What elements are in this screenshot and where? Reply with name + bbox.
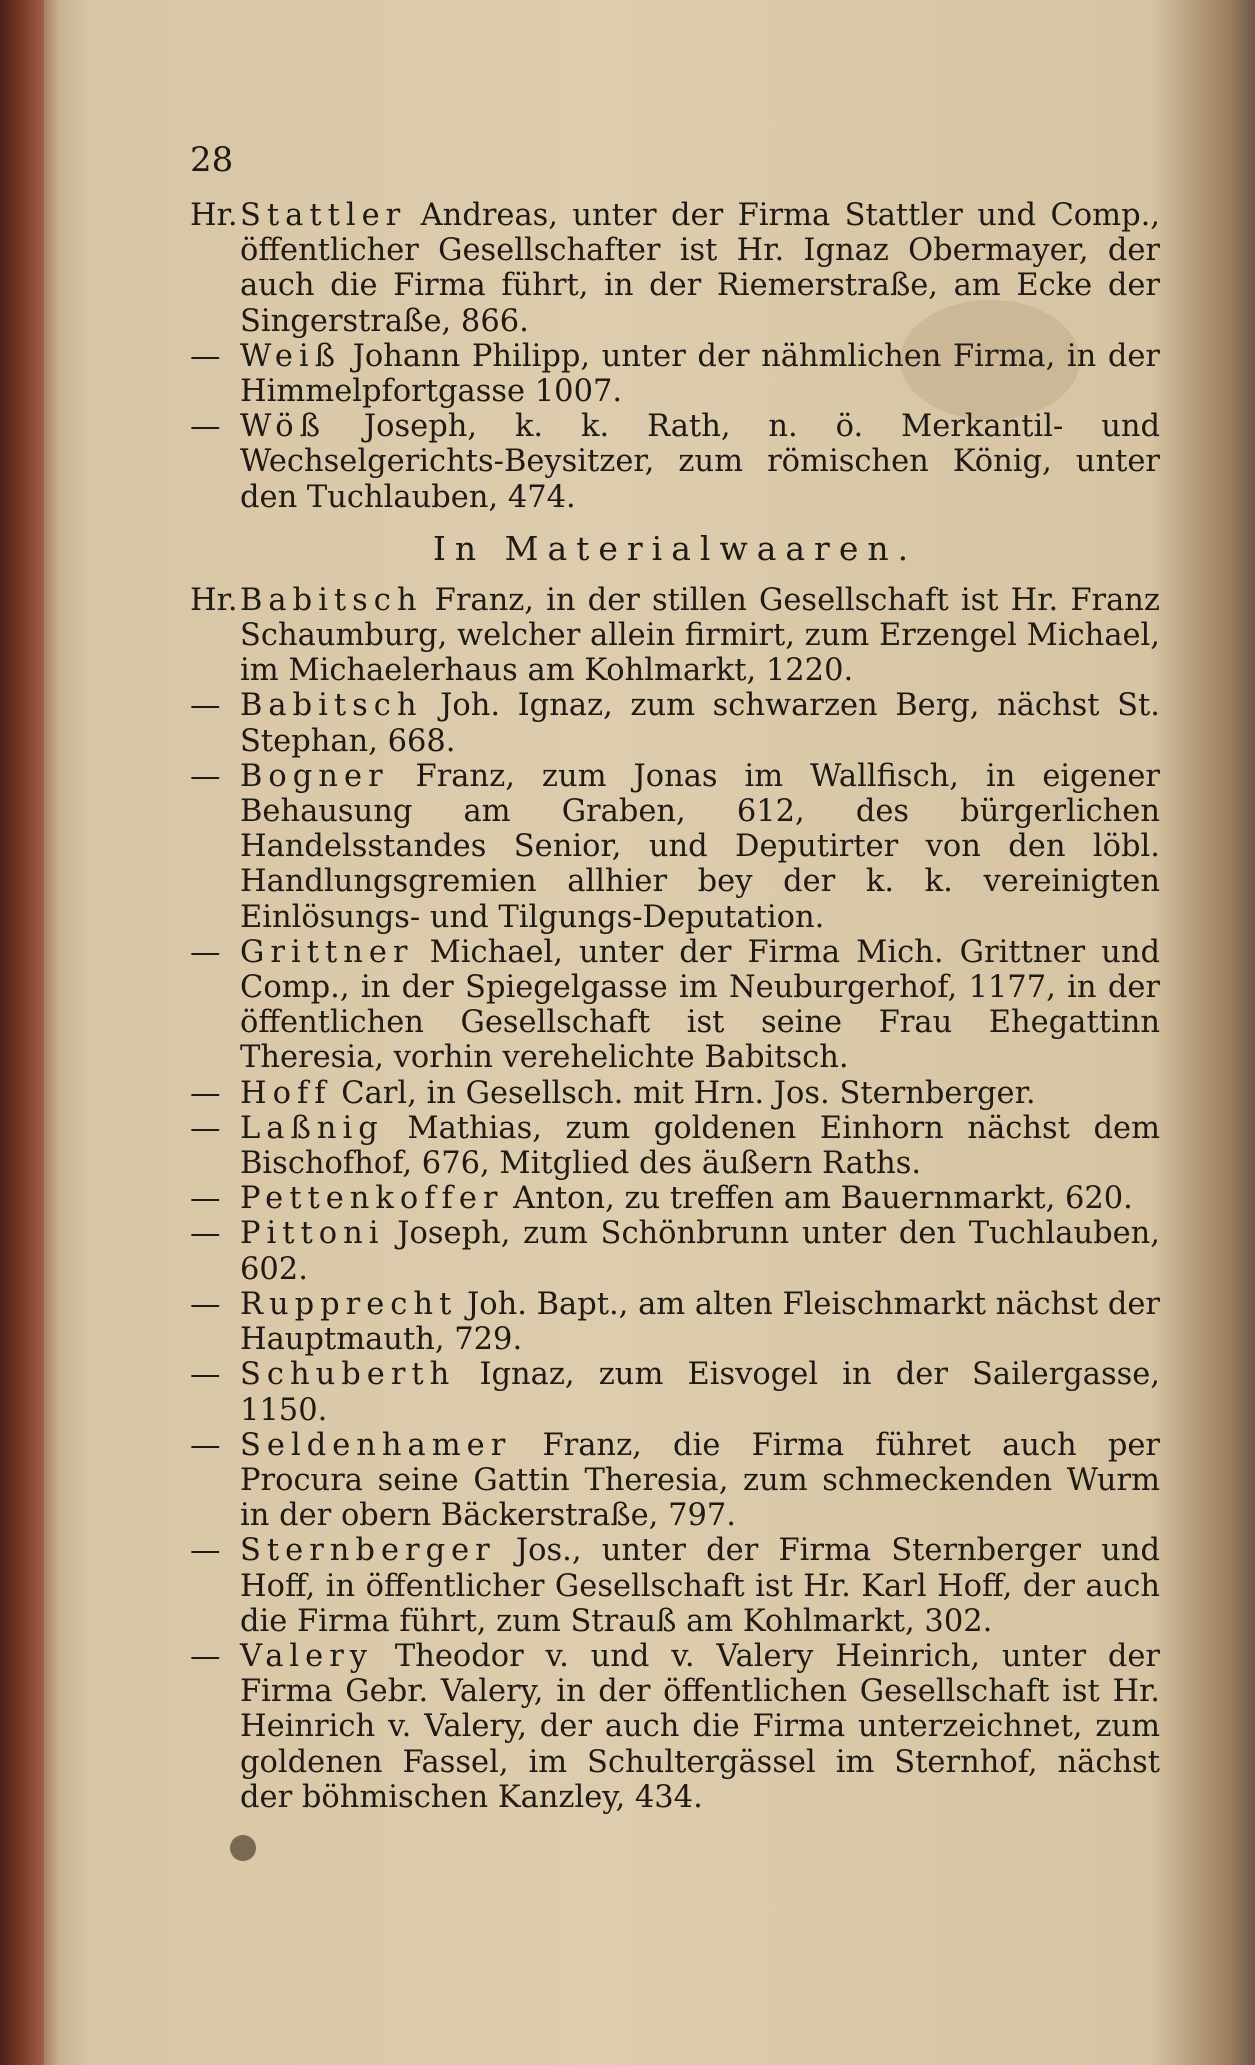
entry-text: Joh. Bapt., am alten Fleischmarkt nächst der Hauptmauth, 729.	[240, 1286, 1160, 1358]
entry-lead: —	[190, 1533, 221, 1569]
entry-name: Grittner	[240, 934, 414, 970]
entries-before-heading	[190, 198, 1160, 515]
directory-entry	[190, 1533, 1160, 1639]
directory-entry	[190, 1181, 1160, 1216]
entry-text: Jos., unter der Firma Sternberger und Hoff, in öffentlicher Gesellschaft ist Hr. Karl Hoff, der auch die Firma führt, zum Strauß am Kohlmarkt, 302.	[240, 1533, 1160, 1639]
entry-text: Franz, die Firma führet auch per Procura seine Gattin Theresia, zum schmeckenden Wurm in der obern Bäckerstraße, 797.	[240, 1427, 1160, 1534]
directory-entry	[190, 1111, 1160, 1181]
directory-entry	[190, 583, 1160, 689]
entry-lead: Hr.	[190, 582, 238, 618]
entry-name: Bogner	[240, 758, 389, 794]
entry-name: Pettenkoffer	[240, 1181, 504, 1217]
entry-text: Ignaz, zum Eisvogel in der Sailergasse, 1150.	[240, 1357, 1160, 1428]
entry-lead: —	[190, 1216, 221, 1252]
entry-name: Valery	[240, 1638, 374, 1674]
entry-text: Franz, zum Jonas im Wallfisch, in eigener Behausung am Graben, 612, des bürgerlichen Handelsstandes Senior, und Deputirter von den löbl. Handlungsgremien allhier bey der k. k. vereinigten Einlösungs- und Tilgungs-Deputation.	[240, 758, 1160, 935]
entry-name: Babitsch	[240, 688, 423, 724]
entry-lead: —	[190, 1181, 221, 1217]
directory-entry	[190, 1076, 1160, 1111]
entry-lead: —	[190, 1075, 221, 1111]
entry-lead: —	[190, 1110, 221, 1146]
entry-name: Rupprecht	[240, 1286, 458, 1322]
entry-text: Carl, in Gesellsch. mit Hrn. Jos. Sternberger.	[331, 1075, 1036, 1111]
entry-name: Stattler	[240, 198, 407, 233]
directory-entry	[190, 1357, 1160, 1427]
entry-name: Babitsch	[240, 582, 423, 618]
entry-lead: —	[190, 338, 221, 374]
entry-lead: —	[190, 1286, 221, 1322]
entry-name: Pittoni	[240, 1216, 385, 1252]
entry-text: Joseph, zum Schönbrunn unter den Tuchlauben, 602.	[240, 1216, 1160, 1287]
entry-name: Schuberth	[240, 1357, 456, 1393]
entry-name: Hoff	[240, 1075, 332, 1111]
directory-entry	[190, 1216, 1160, 1286]
entry-text: Andreas, unter der Firma Stattler und Comp., öffentlicher Gesellschafter ist Hr. Ignaz Obermayer, der auch die Firma führt, in der Riemerstraße, am Ecke der Singerstraße, 866.	[240, 198, 1160, 339]
directory-entry	[190, 759, 1160, 935]
entry-lead: —	[190, 409, 221, 445]
entry-name: Wöß	[240, 409, 327, 445]
entries-after-heading	[190, 583, 1160, 1815]
entry-lead: —	[190, 1638, 221, 1674]
directory-entry	[190, 339, 1160, 409]
directory-entry	[190, 198, 1160, 339]
entry-lead: —	[190, 1357, 221, 1393]
page-number: 28	[190, 140, 234, 180]
entry-text: Theodor v. und v. Valery Heinrich, unter der Firma Gebr. Valery, in der öffentlichen Gesellschaft ist Hr. Heinrich v. Valery, der auch die Firma unterzeichnet, zum goldenen Fassel, im Schultergässel im Sternhof, nächst der böhmischen Kanzley, 434.	[240, 1638, 1160, 1815]
book-spine-edge	[0, 0, 44, 2065]
entry-lead: —	[190, 758, 221, 794]
directory-entry	[190, 1428, 1160, 1534]
entry-lead: —	[190, 934, 221, 970]
entry-name: Laßnig	[240, 1110, 384, 1146]
entry-name: Sternberger	[240, 1533, 496, 1569]
directory-entry	[190, 935, 1160, 1076]
entry-lead: —	[190, 688, 221, 724]
section-heading: In Materialwaaren.	[432, 528, 918, 568]
directory-entry	[190, 1639, 1160, 1815]
entry-text: Joseph, k. k. Rath, n. ö. Merkantil- und Wechselgerichts-Beysitzer, zum römischen König, unter den Tuchlauben, 474.	[240, 409, 1160, 515]
entry-lead: —	[190, 1427, 221, 1463]
entry-text: Franz, in der stillen Gesellschaft ist Hr. Franz Schaumburg, welcher allein firmirt, zum Erzengel Michael, im Michaelerhaus am Kohlmarkt, 1220.	[240, 582, 1161, 689]
directory-entry	[190, 1287, 1160, 1357]
entry-text: Michael, unter der Firma Mich. Grittner und Comp., in der Spiegelgasse im Neuburgerhof, 1177, in der öffentlichen Gesellschaft ist seine Frau Ehegattinn Theresia, vorhin verehelichte Babitsch.	[240, 934, 1160, 1076]
directory-entries	[190, 198, 1160, 1815]
directory-entry	[190, 409, 1160, 515]
entry-text: Johann Philipp, unter der nähmlichen Firma, in der Himmelpfortgasse 1007.	[240, 338, 1160, 410]
entry-text: Anton, zu treffen am Bauernmarkt, 620.	[503, 1181, 1133, 1217]
printed-page	[190, 140, 1160, 1940]
entry-text: Joh. Ignaz, zum schwarzen Berg, nächst St. Stephan, 668.	[240, 688, 1160, 759]
directory-entry	[190, 688, 1160, 758]
entry-name: Seldenhamer	[240, 1427, 512, 1463]
entry-lead: Hr.	[190, 198, 238, 233]
entry-text: Mathias, zum goldenen Einhorn nächst dem Bischofhof, 676, Mitglied des äußern Raths.	[240, 1110, 1160, 1182]
entry-name: Weiß	[240, 338, 342, 374]
